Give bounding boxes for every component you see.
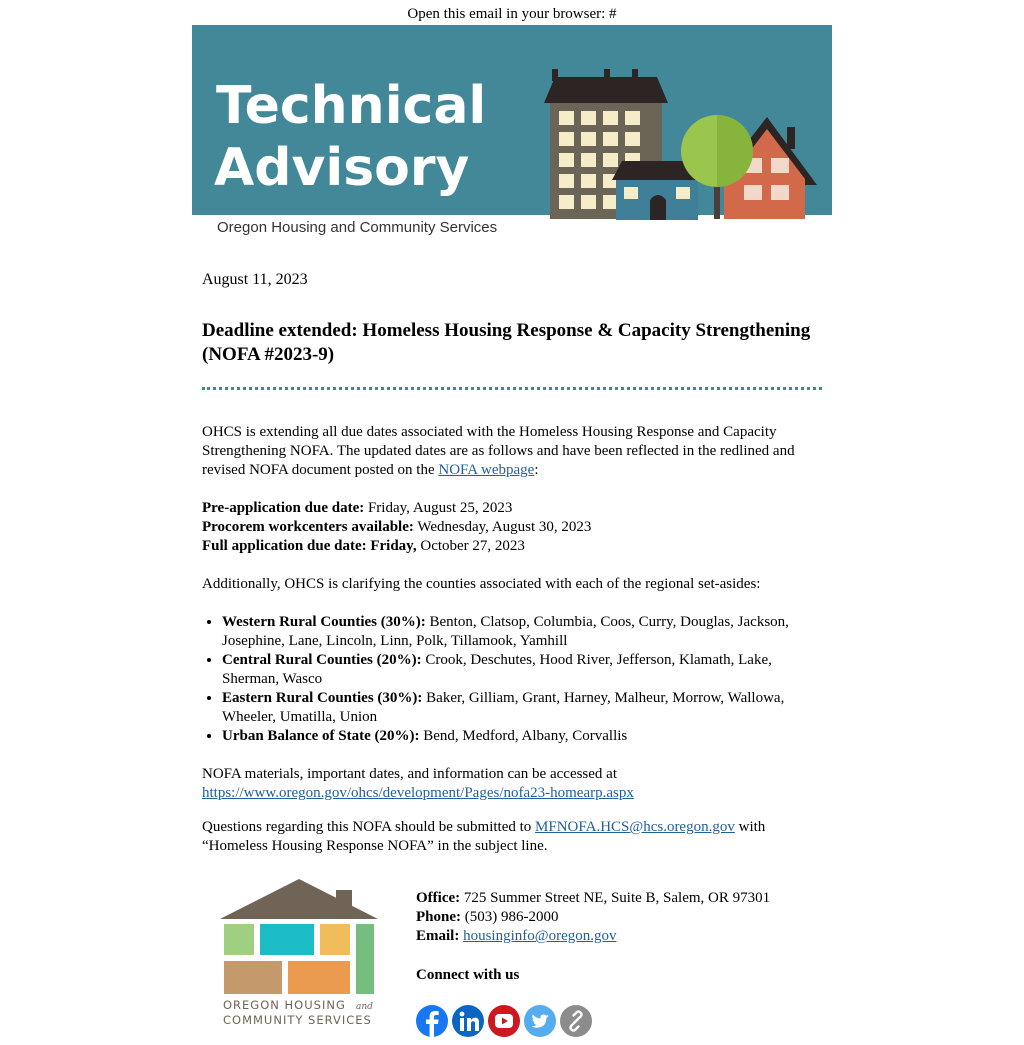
intro-text: OHCS is extending all due dates associated with the Homeless Housing Response and Capacity Strengthening NOFA. The updated dates are as follows and have been reflected in the redlined and revised NOFA document posted on the <box>202 424 795 478</box>
email-footer <box>192 878 832 1024</box>
due-dates-list <box>202 499 822 556</box>
questions-text: Questions regarding this NOFA should be submitted to <box>202 819 536 835</box>
county-region-label: Western Rural Counties (30%): <box>222 614 426 630</box>
questions-end: with “Homeless Housing Response NOFA” in the subject line. <box>202 819 766 854</box>
ohcs-logo <box>218 878 380 1024</box>
county-region-value: Benton, Clatsop, Columbia, Coos, Curry, Douglas, Jackson, Josephine, Lane, Lincoln, Linn, Polk, Tillamook, Yamhill <box>222 614 789 649</box>
banner-title-line1: Technical <box>216 76 487 136</box>
date-row-workcenters <box>202 518 822 537</box>
date-value: Friday, August 25, 2023 <box>364 500 513 516</box>
date-row-full-application <box>202 537 822 556</box>
email-label: Email: <box>416 928 460 944</box>
connect-heading: Connect with us <box>416 967 520 983</box>
banner-title-line2: Advisory <box>214 138 470 198</box>
section-divider <box>202 387 822 390</box>
county-region-label: Urban Balance of State (20%): <box>222 728 420 744</box>
logo-text-line1: OREGON HOUSING <box>223 998 346 1012</box>
nofa-materials-link[interactable]: https://www.oregon.gov/ohcs/development/Pages/nofa23-homearp.aspx <box>202 785 634 801</box>
date-label: Pre-application due date: <box>202 500 365 516</box>
article-date: August 11, 2023 <box>202 271 308 288</box>
technical-advisory-banner <box>192 25 832 246</box>
questions-paragraph <box>202 818 822 856</box>
email-row <box>416 927 826 946</box>
phone-value: (503) 986-2000 <box>461 909 559 925</box>
logo-text-and: and <box>356 1002 373 1012</box>
logo-text-line2: COMMUNITY SERVICES <box>223 1013 372 1024</box>
date-row-preapplication <box>202 499 822 518</box>
intro-paragraph <box>202 423 822 480</box>
contact-info <box>416 889 826 985</box>
county-region-value: Crook, Deschutes, Hood River, Jefferson, Klamath, Lake, Sherman, Wasco <box>222 652 772 687</box>
office-row <box>416 889 826 908</box>
list-item <box>222 689 822 727</box>
email-body <box>202 270 822 856</box>
phone-row <box>416 908 826 927</box>
date-value: Wednesday, August 30, 2023 <box>413 519 592 535</box>
county-region-label: Eastern Rural Counties (30%): <box>222 690 423 706</box>
housinginfo-email-link[interactable]: housinginfo@oregon.gov <box>463 928 617 944</box>
office-value: 725 Summer Street NE, Suite B, Salem, OR 97301 <box>460 890 771 906</box>
nofa-webpage-link[interactable]: NOFA webpage <box>438 462 535 478</box>
list-item <box>222 613 822 651</box>
list-item <box>222 727 822 746</box>
office-label: Office: <box>416 890 461 906</box>
materials-paragraph <box>202 765 822 803</box>
county-region-value: Bend, Medford, Albany, Corvallis <box>419 728 628 744</box>
linkedin-icon[interactable] <box>452 1005 484 1037</box>
materials-text: NOFA materials, important dates, and information can be accessed at <box>202 766 618 782</box>
additional-paragraph: Additionally, OHCS is clarifying the counties associated with each of the regional set-asides: <box>202 576 761 592</box>
list-item <box>222 651 822 689</box>
nofa-email-link[interactable]: MFNOFA.HCS@hcs.oregon.gov <box>535 819 735 835</box>
regional-counties-list <box>202 613 822 746</box>
date-label: Full application due date: Friday, <box>202 538 417 554</box>
phone-label: Phone: <box>416 909 461 925</box>
date-value: October 27, 2023 <box>416 538 525 554</box>
twitter-icon[interactable] <box>524 1005 556 1037</box>
date-label: Procorem workcenters available: <box>202 519 414 535</box>
facebook-icon[interactable] <box>416 1005 448 1037</box>
open-in-browser-link[interactable]: Open this email in your browser: # <box>407 6 617 22</box>
intro-end: : <box>534 462 539 478</box>
link-icon[interactable] <box>560 1005 592 1037</box>
article-headline: Deadline extended: Homeless Housing Response & Capacity Strengthening (NOFA #2023-9) <box>202 320 811 365</box>
county-region-value: Baker, Gilliam, Grant, Harney, Malheur, Morrow, Wallowa, Wheeler, Umatilla, Union <box>222 690 785 725</box>
youtube-icon[interactable] <box>488 1005 520 1037</box>
banner-subtitle: Oregon Housing and Community Services <box>217 219 498 236</box>
county-region-label: Central Rural Counties (20%): <box>222 652 422 668</box>
